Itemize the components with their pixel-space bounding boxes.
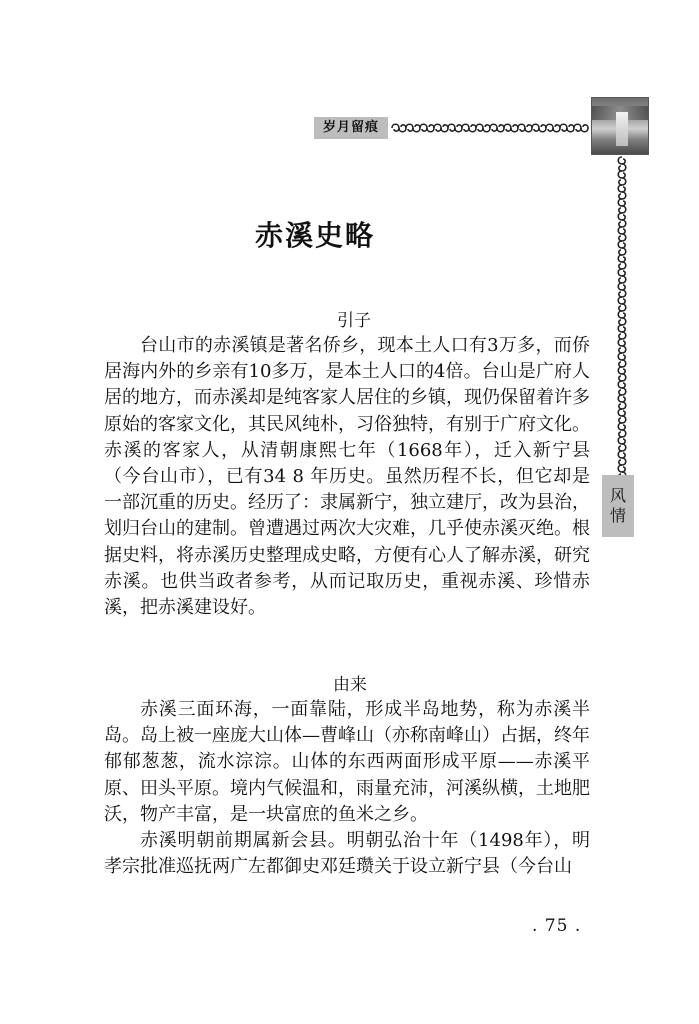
side-tab <box>602 475 634 537</box>
body-paragraph: 赤溪明朝前期属新会县。明朝弘治十年（1498年），明孝宗批准巡抚两广左都御史邓廷瓒关于设立新宁县（今台山 <box>104 830 590 878</box>
section-heading: 引子 <box>337 311 371 331</box>
page-number: . 75 . <box>532 916 582 936</box>
section-heading: 由来 <box>333 675 367 695</box>
scroll-ornament-vertical <box>612 153 632 475</box>
body-paragraph: 赤溪三面环海，一面靠陆，形成半岛地势，称为赤溪半岛。岛上被一座庞大山体—曹峰山（亦称南峰山）占据，终年郁郁葱葱，流水淙淙。山体的东西两面形成平原——赤溪平原、田头平原。境内气候温和，雨量充沛，河溪纵横，土地肥沃，物产丰富，是一块富庶的鱼米之乡。 <box>104 699 590 825</box>
side-tab-char: 情 <box>609 506 626 525</box>
scroll-ornament-horizontal <box>388 118 594 138</box>
side-tab-char: 风 <box>609 486 626 505</box>
body-paragraph: 台山市的赤溪镇是著名侨乡，现本土人口有3万多，而侨居海内外的乡亲有10多万，是本土人口的4倍。台山是广府人居的地方，而赤溪却是纯客家人居住的乡镇，现仍保留着许多原始的客家文化，其民风纯朴，习俗独特，有别于广府文化。赤溪的客家人，从清朝康熙七年（1668年），迁入新宁县（今台山市），已有34 8 年历史。虽然历程不长，但它却是一部沉重的历史。经历了：隶属新宁，独立建厅，改为县治，划归台山的建制。曾遭遇过两次大灾难，几乎使赤溪灭绝。根据史料，将赤溪历史整理成史略，方便有心人了解赤溪，研究赤溪。也供当政者参考，从而记取历史，重视赤溪、珍惜赤溪，把赤溪建设好。 <box>104 335 590 619</box>
waterfall-photo <box>591 97 649 155</box>
article-title: 赤溪史略 <box>254 219 375 252</box>
section-label: 岁月留痕 <box>314 117 388 139</box>
